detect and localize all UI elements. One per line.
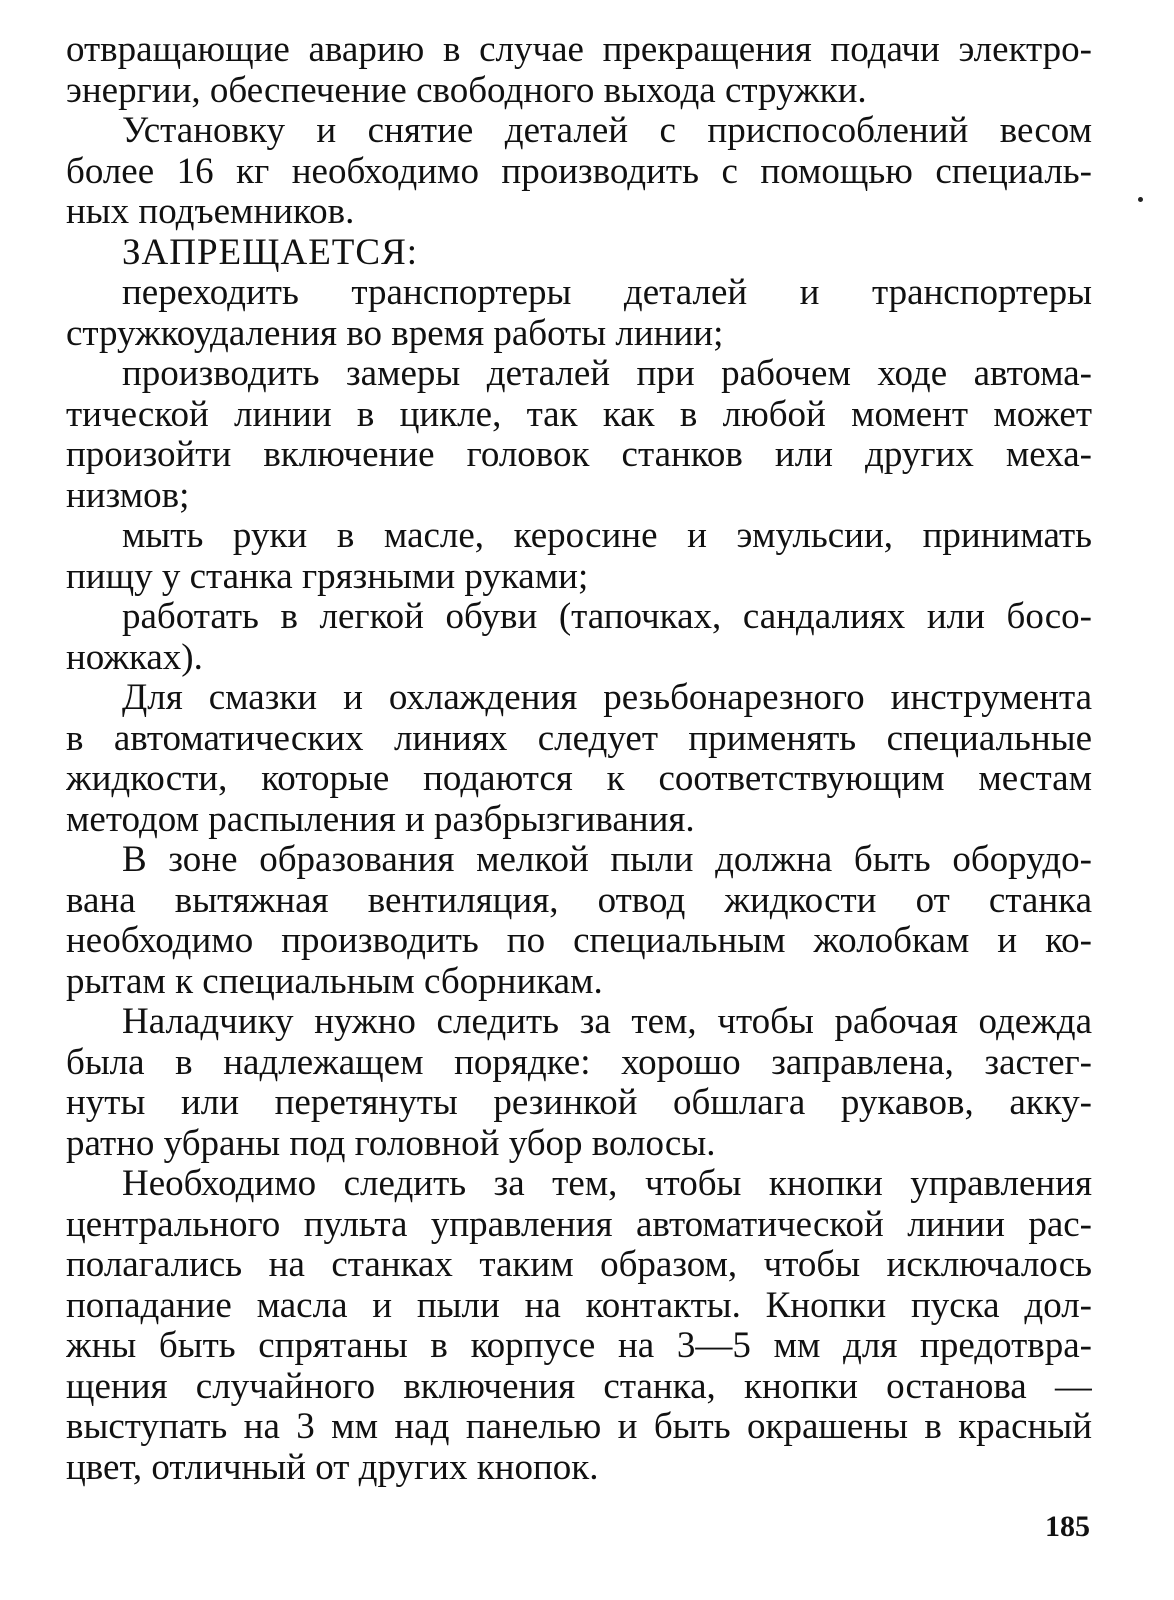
text-line: вана вытяжная вентиляция, отвод жидкости от станка [66, 880, 1092, 921]
text-line: стружкоудаления во время работы линии; [66, 313, 724, 354]
page-body [66, 30, 1092, 1488]
text-line: переходить транспортеры деталей и транспортеры [122, 273, 1092, 313]
text-line: тической линии в цикле, так как в любой момент может [66, 394, 1092, 435]
text-line: нуты или перетянуты резинкой обшлага рукавов, акку- [66, 1083, 1092, 1123]
text-line: Необходимо следить за тем, чтобы кнопки управления [122, 1164, 1092, 1204]
text-line: энергии, обеспечение свободного выхода стружки. [66, 70, 867, 111]
text-line: пищу у станка грязными руками; [66, 556, 589, 597]
text-line: жны быть спрятаны в корпусе на 3—5 мм для предотвра- [66, 1326, 1092, 1366]
text-line: низмов; [66, 475, 190, 516]
paragraph [66, 1002, 1092, 1164]
text-line: произойти включение головок станков или других меха- [66, 435, 1092, 475]
text-line: методом распыления и разбрызгивания. [66, 799, 695, 840]
text-line: выступать на 3 мм над панелью и быть окрашены в красный [66, 1407, 1092, 1447]
text-line: цвет, отличный от других кнопок. [66, 1447, 599, 1488]
margin-speck-mark [1138, 197, 1143, 202]
paragraph [66, 273, 1092, 354]
paragraph [66, 678, 1092, 840]
text-line: в автоматических линиях следует применять специальные [66, 718, 1092, 759]
heading-text: ЗАПРЕЩАЕТСЯ: [122, 232, 419, 273]
text-line: работать в легкой обуви (тапочках, сандалиях или босо- [122, 597, 1092, 637]
text-line: попадание масла и пыли на контакты. Кнопки пуска дол- [66, 1285, 1092, 1326]
text-line: полагались на станках таким образом, чтобы исключалось [66, 1245, 1092, 1285]
text-line: отвращающие аварию в случае прекращения подачи электро- [66, 30, 1092, 70]
text-line: мыть руки в масле, керосине и эмульсии, принимать [122, 516, 1092, 556]
paragraph [66, 840, 1092, 1002]
text-line: Установку и снятие деталей с приспособлений весом [122, 111, 1092, 151]
paragraph [66, 30, 1092, 111]
paragraph [66, 111, 1092, 233]
text-line: более 16 кг необходимо производить с помощью специаль- [66, 151, 1092, 192]
paragraph [66, 516, 1092, 597]
text-line: необходимо производить по специальным жолобкам и ко- [66, 921, 1092, 961]
text-line: В зоне образования мелкой пыли должна быть оборудо- [122, 840, 1092, 880]
text-line: центрального пульта управления автоматической линии рас- [66, 1204, 1092, 1245]
text-line: рытам к специальным сборникам. [66, 961, 603, 1002]
paragraph [66, 354, 1092, 516]
text-line: была в надлежащем порядке: хорошо заправлена, застег- [66, 1042, 1092, 1083]
text-line: ратно убраны под головной убор волосы. [66, 1123, 716, 1164]
page-number: 185 [1045, 1510, 1090, 1543]
heading-paragraph [66, 233, 1092, 274]
paragraph [66, 1164, 1092, 1488]
text-line: жидкости, которые подаются к соответствующим местам [66, 759, 1092, 799]
paragraph [66, 597, 1092, 678]
text-line: ножках). [66, 637, 203, 678]
text-line: Для смазки и охлаждения резьбонарезного инструмента [122, 678, 1092, 718]
text-line: щения случайного включения станка, кнопки останова — [66, 1366, 1092, 1407]
text-line: производить замеры деталей при рабочем ходе автома- [122, 354, 1092, 394]
text-line: Наладчику нужно следить за тем, чтобы рабочая одежда [122, 1002, 1092, 1042]
text-line: ных подъемников. [66, 192, 355, 232]
